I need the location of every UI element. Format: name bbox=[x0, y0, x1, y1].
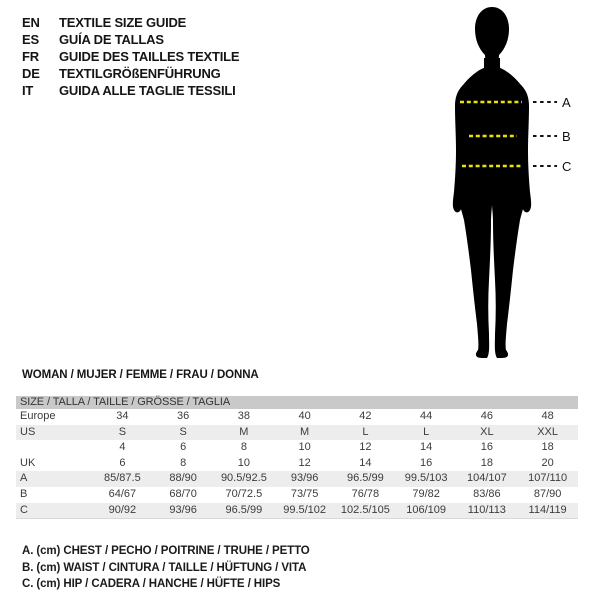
size-cell: 106/109 bbox=[406, 503, 446, 516]
row-label: Europe bbox=[20, 410, 56, 422]
hip-label-c: C bbox=[562, 159, 572, 174]
size-cell: 102.5/105 bbox=[340, 503, 390, 516]
row-label bbox=[16, 440, 92, 456]
row-label: US bbox=[20, 425, 36, 438]
language-row bbox=[22, 14, 239, 31]
size-cell: 10 bbox=[298, 441, 311, 454]
size-cell: 88/90 bbox=[169, 472, 197, 485]
size-cell: M bbox=[300, 425, 310, 438]
size-cell: 107/110 bbox=[528, 472, 568, 485]
size-cell: 96.5/99 bbox=[347, 472, 384, 485]
chest-label-a: A bbox=[562, 95, 571, 110]
language-code: EN bbox=[22, 15, 40, 30]
size-cell: 96.5/99 bbox=[225, 503, 263, 516]
size-cell: 18 bbox=[480, 456, 493, 469]
measurement-legend bbox=[22, 543, 310, 593]
language-label: GUIDE DES TAILLES TEXTILE bbox=[59, 49, 240, 64]
language-row bbox=[22, 48, 239, 65]
size-cell: 18 bbox=[541, 441, 554, 454]
table-row bbox=[16, 487, 578, 503]
size-cell: 12 bbox=[298, 456, 311, 469]
size-cell: 12 bbox=[359, 441, 372, 454]
size-table bbox=[16, 396, 578, 519]
size-cell: 46 bbox=[480, 410, 493, 422]
size-cell: 38 bbox=[237, 410, 250, 422]
size-cell: L bbox=[423, 425, 430, 438]
legend-line: C. (cm) HIP / CADERA / HANCHE / HÜFTE / HIPS bbox=[22, 578, 281, 590]
section-title-woman: WOMAN / MUJER / FEMME / FRAU / DONNA bbox=[22, 369, 259, 381]
row-label: UK bbox=[20, 456, 36, 469]
language-label: TEXTILE SIZE GUIDE bbox=[59, 15, 187, 30]
size-cell: 68/70 bbox=[169, 487, 197, 500]
size-cell: S bbox=[179, 425, 187, 438]
size-cell: 110/113 bbox=[467, 503, 506, 516]
language-row bbox=[22, 65, 239, 82]
size-cell: 83/86 bbox=[473, 487, 501, 500]
language-label: GUÍA DE TALLAS bbox=[59, 32, 164, 47]
legend-line: A. (cm) CHEST / PECHO / POITRINE / TRUHE / PETTO bbox=[22, 545, 310, 557]
size-cell: L bbox=[362, 425, 369, 438]
size-cell: 44 bbox=[420, 410, 433, 422]
row-label: C bbox=[20, 503, 28, 516]
size-cell: 85/87.5 bbox=[104, 472, 141, 485]
size-cell: 64/67 bbox=[108, 487, 137, 500]
waist-label-b: B bbox=[562, 129, 571, 144]
size-cell: XL bbox=[480, 425, 494, 438]
table-row bbox=[16, 503, 578, 519]
woman-silhouette-figure bbox=[405, 0, 600, 375]
language-label: TEXTILGRÖßENFÜHRUNG bbox=[59, 66, 221, 81]
size-table-body bbox=[16, 409, 578, 518]
size-cell: 79/82 bbox=[412, 487, 440, 500]
language-code: IT bbox=[22, 83, 34, 98]
size-cell: 34 bbox=[116, 410, 129, 422]
language-label: GUIDA ALLE TAGLIE TESSILI bbox=[59, 83, 236, 98]
woman-silhouette bbox=[453, 7, 531, 358]
language-list bbox=[22, 14, 239, 99]
size-cell: 8 bbox=[240, 441, 247, 454]
row-label: A bbox=[20, 472, 28, 485]
size-cell: 90/92 bbox=[108, 503, 137, 516]
language-row bbox=[22, 31, 239, 48]
size-cell: 90.5/92.5 bbox=[220, 472, 267, 485]
size-cell: 16 bbox=[480, 441, 493, 454]
size-cell: 6 bbox=[119, 456, 126, 469]
size-cell: 104/107 bbox=[466, 472, 507, 485]
size-table-header: SIZE / TALLA / TAILLE / GRÖSSE / TAGLIA bbox=[16, 396, 578, 409]
size-cell: 76/78 bbox=[351, 487, 380, 500]
size-cell: 14 bbox=[359, 456, 372, 469]
size-cell: 10 bbox=[237, 456, 250, 469]
size-cell: 6 bbox=[180, 441, 187, 454]
size-cell: 70/72.5 bbox=[225, 487, 263, 500]
size-cell: 14 bbox=[420, 441, 433, 454]
size-cell: 48 bbox=[541, 410, 554, 422]
row-label: B bbox=[20, 487, 28, 500]
size-cell: M bbox=[239, 425, 249, 438]
size-cell: 42 bbox=[359, 410, 372, 422]
size-cell: 16 bbox=[420, 456, 433, 469]
table-row bbox=[16, 409, 578, 425]
table-row bbox=[16, 471, 578, 487]
table-row bbox=[16, 440, 578, 456]
language-code: DE bbox=[22, 66, 40, 81]
size-cell: 87/90 bbox=[533, 487, 562, 500]
language-code: ES bbox=[22, 32, 39, 47]
size-cell: 8 bbox=[180, 456, 187, 469]
language-code: FR bbox=[22, 49, 39, 64]
legend-line: B. (cm) WAIST / CINTURA / TAILLE / HÜFTUNG / VITA bbox=[22, 561, 307, 574]
size-cell: 99.5/102 bbox=[283, 503, 327, 516]
size-cell: 4 bbox=[119, 441, 126, 454]
size-cell: 93/96 bbox=[290, 472, 319, 485]
table-row bbox=[16, 456, 578, 472]
size-cell: 114/119 bbox=[528, 503, 567, 516]
size-cell: 99.5/103 bbox=[404, 472, 448, 485]
table-row bbox=[16, 425, 578, 441]
size-cell: 73/75 bbox=[290, 487, 319, 500]
language-row bbox=[22, 82, 239, 99]
size-cell: S bbox=[118, 425, 127, 438]
size-cell: 20 bbox=[541, 456, 554, 469]
size-cell: XXL bbox=[537, 425, 559, 438]
size-cell: 36 bbox=[177, 410, 190, 422]
size-cell: 40 bbox=[298, 410, 311, 422]
silhouette-torso-legs bbox=[457, 66, 527, 358]
size-cell: 93/96 bbox=[169, 503, 197, 516]
